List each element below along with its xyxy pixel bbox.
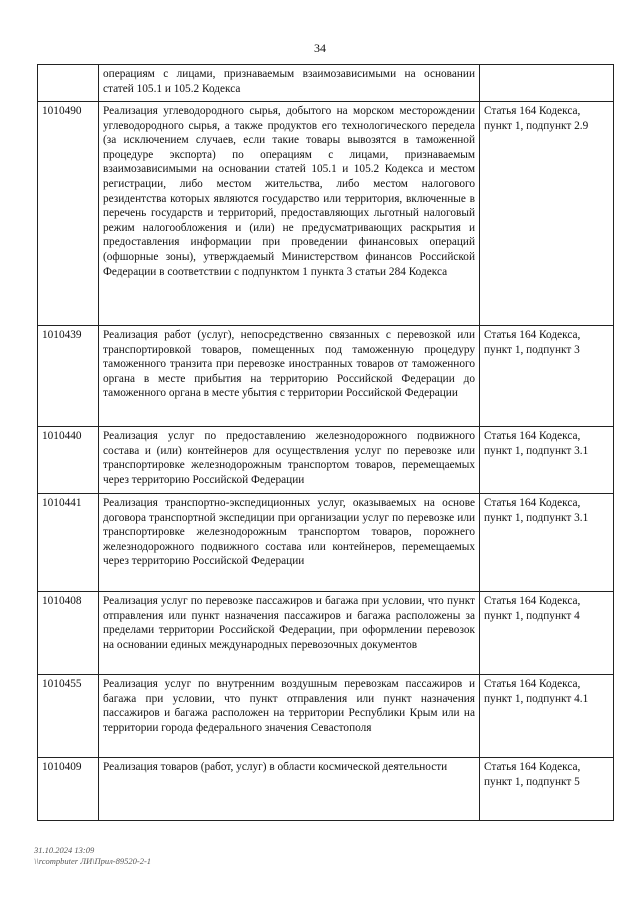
table-row (38, 675, 614, 758)
reference-cell: Статья 164 Кодекса, пункт 1, подпункт 5 (480, 758, 614, 821)
table-row (38, 592, 614, 675)
description-cell: Реализация транспортно-экспедиционных услуг, оказываемых на основе договора транспортной экспедиции при организации услуг по перевозке или транспортировке железнодорожным транспортом товаров, порожнего железнодорожного подвижного состава или контейнеров, перемещаемых через территорию Российской Федерации (99, 494, 480, 592)
reference-cell: Статья 164 Кодекса, пункт 1, подпункт 3 (480, 326, 614, 427)
code-cell: 1010440 (38, 427, 99, 494)
code-cell: 1010455 (38, 675, 99, 758)
table-row (38, 427, 614, 494)
description-cell: Реализация товаров (работ, услуг) в области космической деятельности (99, 758, 480, 821)
page-number: 34 (314, 41, 326, 55)
reference-cell: Статья 164 Кодекса, пункт 1, подпункт 3.1 (480, 427, 614, 494)
description-cell: Реализация услуг по предоставлению железнодорожного подвижного состава и (или) контейнеров для осуществления услуг по перевозке или транспортировке железнодорожным транспортом товаров, перемещаемых через территорию Российской Федерации (99, 427, 480, 494)
description-cell: операциям с лицами, признаваемым взаимозависимыми на основании статей 105.1 и 105.2 Кодекса (99, 65, 480, 102)
table-row (38, 758, 614, 821)
description-cell: Реализация работ (услуг), непосредственно связанных с перевозкой или транспортировкой товаров, помещенных под таможенную процедуру таможенного транзита при перевозке иностранных товаров от таможенного органа в месте прибытия на территорию Российской Федерации до таможенного органа в месте убытия с территории Российской Федерации (99, 326, 480, 427)
table-row (38, 65, 614, 102)
code-cell: 1010490 (38, 102, 99, 326)
description-cell: Реализация услуг по перевозке пассажиров и багажа при условии, что пункт отправления или пункт назначения пассажиров и багажа расположены за пределами территории Российской Федерации, при оформлении перевозок на основании единых международных перевозочных документов (99, 592, 480, 675)
table-row (38, 102, 614, 326)
reference-cell: Статья 164 Кодекса, пункт 1, подпункт 3.1 (480, 494, 614, 592)
code-cell (38, 65, 99, 102)
footer-file-path: \\rcompbuter ЛИ\Прил-89520-2-1 (34, 856, 152, 866)
description-cell: Реализация углеводородного сырья, добытого на морском месторождении углеводородного сырья, а также продуктов его технологического передела (за исключением случаев, если такие товары вывозятся в таможенной процедуре экспорта) по операциям с лицами, признаваемым взаимозависимыми на основании статей 105.1 и 105.2 Кодекса и местом регистрации, либо местом жительства, либо местом налогового резидентства которых являются государство или территория, включенные в перечень государств и территорий, предоставляющих льготный налоговый режим налогообложения и (или) не предусматривающих раскрытия и предоставления информации при проведении финансовых операций (офшорные зоны), утверждаемый Министерством финансов Российской Федерации в соответствии с подпунктом 1 пункта 3 статьи 284 Кодекса (99, 102, 480, 326)
document-footer (34, 845, 151, 867)
reference-cell: Статья 164 Кодекса, пункт 1, подпункт 2.9 (480, 102, 614, 326)
code-cell: 1010441 (38, 494, 99, 592)
reference-cell (480, 65, 614, 102)
table-row (38, 494, 614, 592)
description-cell: Реализация услуг по внутренним воздушным перевозкам пассажиров и багажа при условии, что пункт отправления или пункт назначения пассажиров и багажа расположен на территории Республики Крым или на территории города федерального значения Севастополя (99, 675, 480, 758)
reference-cell: Статья 164 Кодекса, пункт 1, подпункт 4.1 (480, 675, 614, 758)
code-cell: 1010409 (38, 758, 99, 821)
reference-cell: Статья 164 Кодекса, пункт 1, подпункт 4 (480, 592, 614, 675)
codes-table (37, 64, 614, 821)
footer-timestamp: 31.10.2024 13:09 (34, 845, 95, 855)
code-cell: 1010408 (38, 592, 99, 675)
table-row (38, 326, 614, 427)
code-cell: 1010439 (38, 326, 99, 427)
